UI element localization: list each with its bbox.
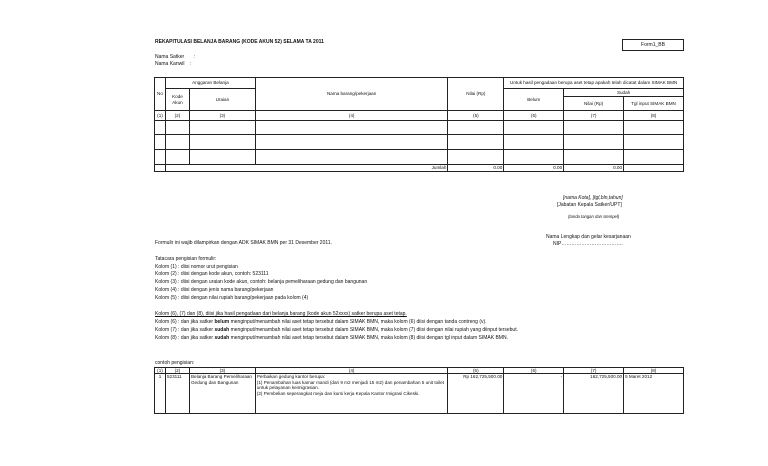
kolom7-prefix: Kolom (7) : dan jika satker [155, 327, 215, 333]
form-code: Form1_BB [641, 42, 665, 48]
col-num: (4) [255, 368, 448, 374]
col-num: (8) [624, 368, 684, 374]
example-belum: - [504, 374, 564, 414]
header-hasil-pengadaan: Untuk hasil pengadaan berupa aset tetap apakah telah dicatat dalam SIMAK BMN [504, 78, 684, 89]
signature-name: Nama Lengkap dan gelar kesarjanaan [546, 234, 631, 240]
kanwil-label-row [155, 61, 191, 67]
header-anggaran: Anggaran Belanja [165, 78, 255, 89]
header-nama-barang: Nama barang/pekerjaan [255, 78, 448, 111]
kolom6-line [155, 319, 487, 325]
header-tgl-input: Tgl input SIMAK BMN [624, 97, 684, 111]
example-table [154, 367, 684, 414]
signature-nip: NIP………………………………. [553, 241, 623, 247]
kolom6-keyword: belum [214, 319, 230, 325]
example-sudah: 162,725,500.00 [564, 374, 624, 414]
example-nilai: Rp 162,725,500.00 [448, 374, 504, 414]
header-no: No [155, 78, 166, 111]
example-kode: 523111 [165, 374, 189, 414]
col-num: (7) [564, 111, 624, 121]
jumlah-label: Jumlah [165, 165, 447, 172]
header-belum: Belum [504, 89, 564, 111]
example-nama: Perbaikan gedung kantor berupa: (1) Penambahan luas kamar mandi (dari 9 m2 menjadi 15 m2) dan penambahan 5 unit toilet untuk pelayanan keimigrasian. (2) Pembelian seperangkat meja dan kursi kerja Kepala Kantor Imigrasi Cikeski. [255, 374, 448, 414]
header-sudah: Sudah [564, 89, 684, 97]
column-number-row [155, 111, 684, 121]
header-nilai: Nilai (Rp) [448, 78, 504, 111]
example-row [155, 374, 684, 414]
kolom-line: Kolom (2) : diisi dengan kode akun, contoh: 523111 [155, 271, 269, 277]
form-title: REKAPITULASI BELANJA BARANG (KODE AKUN 52) SELAMA TA 2011 [155, 39, 324, 45]
kolom-678-note: Kolom (6), (7) dan (8), diisi jika hasil pengadaan dari belanja barang (kode akun 52xxxx) satker berupa aset tetap. [155, 311, 407, 317]
signature-place-date: [nama Kota], [tgl,bln,tahun] [563, 195, 623, 201]
example-uraian: Belanja Barang Pemeliharaan Gedung dan Bangunan [189, 374, 255, 414]
col-num: (2) [165, 368, 189, 374]
kolom6-rest: menginput/menambah nilai aset tetap tersebut dalam SIMAK BMN, maka kolom (6) diisi dengan tanda contreng (v). [229, 319, 487, 325]
table-row [155, 135, 684, 150]
satker-colon: : [193, 54, 195, 60]
col-num: (3) [189, 111, 255, 121]
col-num: (7) [564, 368, 624, 374]
example-no: 1 [155, 374, 166, 414]
kolom-line: Kolom (3) : diisi dengan uraian kode akun, contoh: belanja pemeliharaan gedung dan bangunan [155, 279, 368, 285]
col-num: (5) [448, 111, 504, 121]
header-uraian: Uraian [189, 89, 255, 111]
header-kode-akun: Kode Akun [165, 89, 189, 111]
col-num: (2) [165, 111, 189, 121]
col-num: (3) [189, 368, 255, 374]
col-num: (1) [155, 111, 166, 121]
form-code-box [622, 39, 684, 51]
kolom7-keyword: sudah [214, 327, 230, 333]
col-num: (4) [255, 111, 448, 121]
kolom8-keyword: sudah [214, 335, 230, 341]
recap-table [154, 77, 684, 172]
mandatory-note: Formulir ini wajib dilampirkan dengan ADK SIMAK BMN per 31 Desember 2011. [155, 240, 332, 246]
instructions-title: Tatacara pengisian formulir: [155, 256, 217, 262]
example-title: contoh pengisian: [155, 360, 195, 366]
kanwil-colon: : [189, 61, 192, 67]
kolom-line: Kolom (5) : diisi dengan nilai rupiah barang/pekerjaan pada kolom (4) [155, 295, 309, 301]
kolom7-rest: menginput/menambah nilai aset tetap tersebut dalam SIMAK BMN, maka kolom (7) diisi dengan nilai rupiah yang diinput tersebut. [229, 327, 518, 333]
example-tgl: 5 Maret 2012 [624, 374, 684, 414]
jumlah-belum: 0.00 [504, 165, 564, 172]
signature-position: [Jabatan Kepala Satker/UPT] [557, 202, 622, 208]
satker-label-row [155, 54, 195, 60]
kolom6-prefix: Kolom (6) : dan jika satker [155, 319, 215, 325]
kanwil-label: Nama Kanwil [155, 61, 185, 67]
col-num: (5) [448, 368, 504, 374]
jumlah-sudah: 0.00 [564, 165, 624, 172]
kolom7-line [155, 327, 518, 333]
kolom-line: Kolom (4) : diisi dengan jenis nama barang/pekerjaan [155, 287, 274, 293]
col-num: (6) [504, 368, 564, 374]
col-num: (6) [504, 111, 564, 121]
col-num: (8) [624, 111, 684, 121]
col-num: (1) [155, 368, 166, 374]
kolom8-line [155, 335, 508, 341]
table-row [155, 121, 684, 135]
signature-note: (tanda tangan dan stempel) [568, 214, 620, 219]
kolom8-rest: menginput/menambah nilai aset tetap tersebut dalam SIMAK BMN, maka kolom (8) diisi dengan tgl input dalam SIMAK BMN. [229, 335, 508, 341]
table-row [155, 150, 684, 165]
kolom8-prefix: Kolom (8) : dan jika satker [155, 335, 215, 341]
jumlah-nilai: 0.00 [448, 165, 504, 172]
header-sudah-nilai: Nilai (Rp) [564, 97, 624, 111]
kolom-line: Kolom (1) : diisi nomor urut pengisian [155, 264, 238, 270]
jumlah-row [155, 165, 684, 172]
satker-label: Nama Satker [155, 54, 185, 60]
